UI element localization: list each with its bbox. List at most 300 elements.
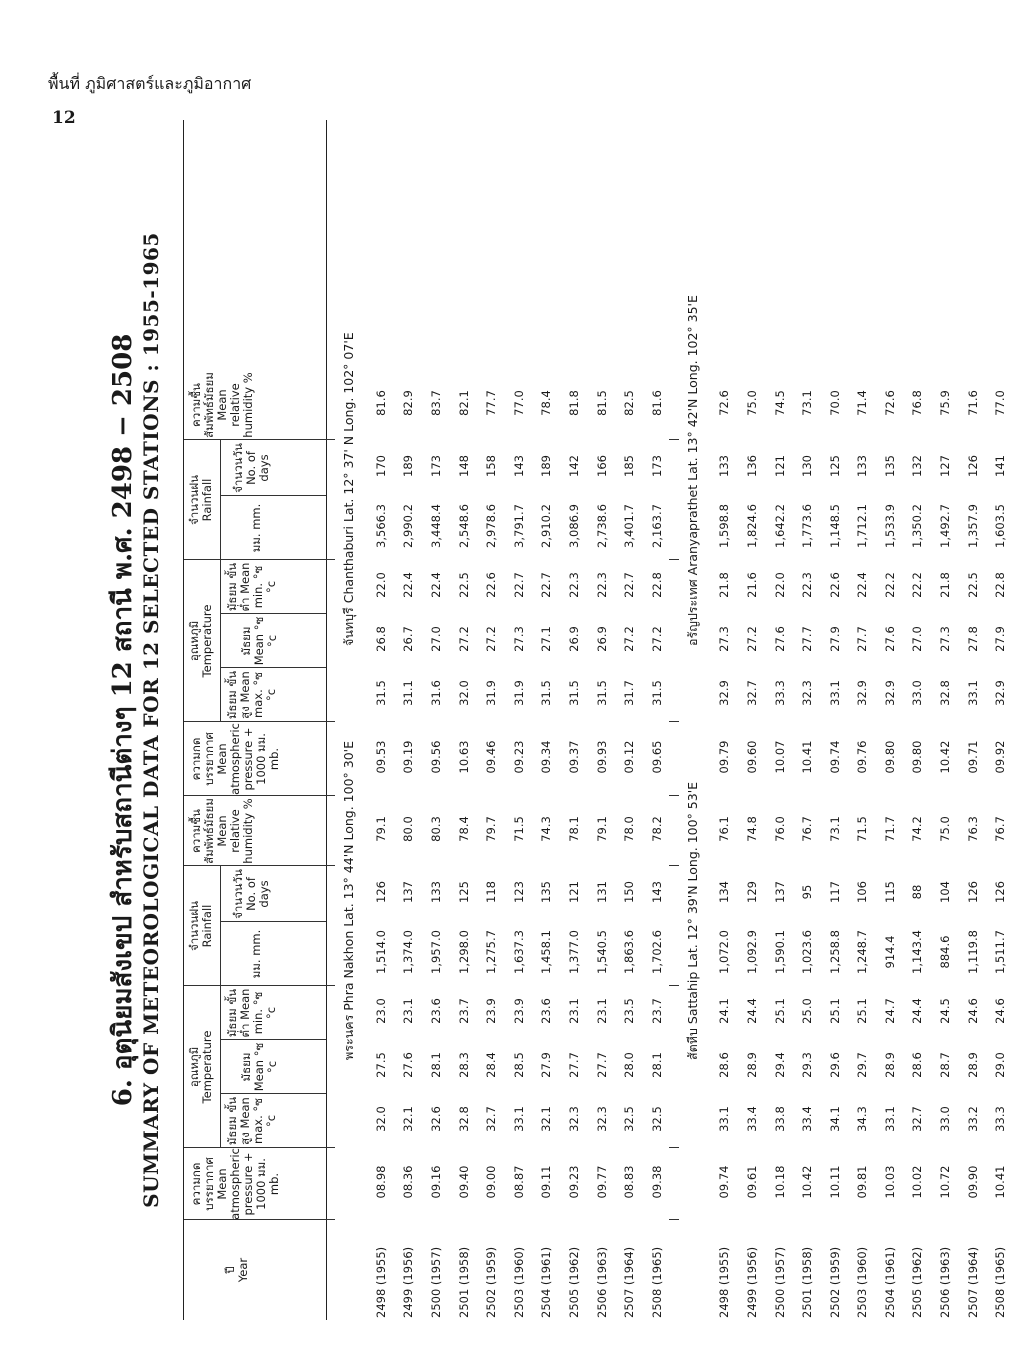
data-cell: 73.1 — [800, 390, 815, 416]
data-cell: 27.2 — [456, 626, 471, 652]
year-cell: 2503 (1960) — [855, 1246, 870, 1318]
data-cell: 32.9 — [717, 680, 732, 706]
data-cell: 22.4 — [428, 572, 443, 598]
data-cell: 27.1 — [539, 626, 554, 652]
data-cell: 09.16 — [428, 1165, 443, 1199]
data-cell: 28.1 — [649, 1052, 664, 1078]
data-cell: 28.7 — [938, 1052, 953, 1078]
station-column-tick — [325, 985, 335, 986]
station-label-right: อรัญประเทศ Aranyaprathet Lat. 13° 42'N Long. 102° 35'E — [684, 295, 700, 646]
header-subcolumn-divider — [220, 613, 326, 614]
data-cell: 08.98 — [373, 1165, 388, 1199]
data-cell: 27.3 — [938, 626, 953, 652]
data-cell: 27.2 — [649, 626, 664, 652]
data-cell: 09.80 — [882, 740, 897, 774]
data-cell: 33.2 — [965, 1106, 980, 1132]
data-cell: 2,910.2 — [539, 504, 554, 548]
data-cell: 79.7 — [484, 816, 499, 842]
station-column-tick — [669, 439, 679, 440]
data-cell: 129 — [744, 881, 759, 903]
data-cell: 1,540.5 — [594, 930, 609, 974]
data-cell: 21.8 — [717, 572, 732, 598]
data-cell: 33.1 — [827, 680, 842, 706]
data-cell: 09.60 — [744, 740, 759, 774]
data-cell: 2,738.6 — [594, 504, 609, 548]
data-cell: 1,642.2 — [772, 504, 787, 548]
data-cell: 1,258.8 — [827, 930, 842, 974]
data-cell: 09.74 — [827, 740, 842, 774]
data-cell: 70.0 — [827, 390, 842, 416]
data-cell: 32.8 — [938, 680, 953, 706]
data-cell: 78.2 — [649, 816, 664, 842]
data-cell: 22.5 — [456, 572, 471, 598]
data-cell: 126 — [373, 881, 388, 903]
data-cell: 27.2 — [484, 626, 499, 652]
data-cell: 95 — [800, 884, 815, 900]
year-cell: 2498 (1955) — [717, 1246, 732, 1318]
data-cell: 08.36 — [401, 1165, 416, 1199]
data-cell: 32.3 — [800, 680, 815, 706]
data-cell: 33.0 — [938, 1106, 953, 1132]
data-cell: 127 — [938, 455, 953, 477]
data-cell: 31.9 — [511, 680, 526, 706]
data-cell: 1,598.8 — [717, 504, 732, 548]
data-cell: 33.4 — [800, 1106, 815, 1132]
data-cell: 77.0 — [511, 390, 526, 416]
data-cell: 27.7 — [566, 1052, 581, 1078]
data-cell: 10.18 — [772, 1165, 787, 1199]
data-cell: 22.6 — [484, 572, 499, 598]
year-cell: 2501 (1958) — [800, 1246, 815, 1318]
data-cell: 34.3 — [855, 1106, 870, 1132]
data-cell: 22.4 — [401, 572, 416, 598]
data-cell: 28.6 — [717, 1052, 732, 1078]
data-cell: 32.9 — [855, 680, 870, 706]
data-cell: 141 — [993, 455, 1008, 477]
data-cell: 27.9 — [993, 626, 1008, 652]
data-cell: 126 — [965, 455, 980, 477]
data-cell: 29.6 — [827, 1052, 842, 1078]
title-thai: 6. อุตุนิยมสังเขป สำหรับสถานีต่างๆ 12 สถานี พ.ศ. 2498 − 2508 — [108, 333, 138, 1107]
header-column-divider — [184, 1147, 326, 1148]
data-cell: 31.9 — [484, 680, 499, 706]
data-cell: 28.6 — [910, 1052, 925, 1078]
data-cell: 10.07 — [772, 740, 787, 774]
data-cell: 09.11 — [539, 1165, 554, 1199]
table-row — [477, 120, 505, 1320]
year-cell: 2507 (1964) — [622, 1246, 637, 1318]
data-cell: 76.7 — [993, 816, 1008, 842]
year-cell: 2499 (1956) — [744, 1246, 759, 1318]
header-temp-max-right: มัธยม ขั้นสูง Mean max. °ซ °c — [225, 670, 278, 720]
data-cell: 1,357.9 — [965, 504, 980, 548]
station-column-tick — [325, 559, 335, 560]
data-cell: 1,275.7 — [484, 930, 499, 974]
data-cell: 24.4 — [744, 998, 759, 1024]
meteorological-table — [183, 120, 1014, 1320]
table-row — [821, 120, 849, 1320]
data-cell: 27.6 — [882, 626, 897, 652]
data-cell: 148 — [456, 455, 471, 477]
data-cell: 22.6 — [827, 572, 842, 598]
data-cell: 23.1 — [594, 998, 609, 1024]
station-column-tick — [669, 795, 679, 796]
header-rain-mm-right: มม. mm. — [249, 503, 263, 553]
table-row — [422, 120, 450, 1320]
data-cell: 25.0 — [800, 998, 815, 1024]
data-cell: 22.2 — [882, 572, 897, 598]
data-cell: 21.6 — [744, 572, 759, 598]
data-cell: 10.41 — [993, 1165, 1008, 1199]
data-cell: 09.19 — [401, 740, 416, 774]
data-cell: 126 — [965, 881, 980, 903]
data-cell: 24.4 — [910, 998, 925, 1024]
data-cell: 82.1 — [456, 390, 471, 416]
data-cell: 27.2 — [622, 626, 637, 652]
data-cell: 32.3 — [566, 1106, 581, 1132]
data-cell: 09.56 — [428, 740, 443, 774]
data-cell: 125 — [456, 881, 471, 903]
data-cell: 81.8 — [566, 390, 581, 416]
data-cell: 73.1 — [827, 816, 842, 842]
station-label-row — [327, 120, 367, 1320]
data-cell: 23.9 — [484, 998, 499, 1024]
data-cell: 22.8 — [649, 572, 664, 598]
station-column-tick — [669, 985, 679, 986]
data-cell: 09.46 — [484, 740, 499, 774]
data-cell: 81.5 — [594, 390, 609, 416]
data-cell: 78.4 — [456, 816, 471, 842]
data-cell: 26.7 — [401, 626, 416, 652]
data-cell: 71.5 — [511, 816, 526, 842]
data-cell: 23.5 — [622, 998, 637, 1024]
data-cell: 10.03 — [882, 1165, 897, 1199]
header-rain-days-right: จำนวนวัน No. of days — [231, 443, 271, 493]
data-cell: 32.9 — [882, 680, 897, 706]
data-cell: 27.8 — [965, 626, 980, 652]
data-cell: 135 — [539, 881, 554, 903]
header-subcolumn-divider — [220, 921, 326, 922]
data-cell: 1,824.6 — [744, 504, 759, 548]
table-row — [588, 120, 616, 1320]
data-cell: 1,514.0 — [373, 930, 388, 974]
data-cell: 26.9 — [594, 626, 609, 652]
data-cell: 09.23 — [511, 740, 526, 774]
data-cell: 31.5 — [594, 680, 609, 706]
data-cell: 173 — [428, 455, 443, 477]
data-cell: 82.9 — [401, 390, 416, 416]
table-row — [904, 120, 932, 1320]
data-cell: 72.6 — [882, 390, 897, 416]
data-cell: 189 — [401, 455, 416, 477]
table-row — [711, 120, 739, 1320]
header-subcolumn-divider — [220, 1093, 326, 1094]
data-cell: 117 — [827, 881, 842, 903]
data-cell: 09.38 — [649, 1165, 664, 1199]
data-cell: 76.8 — [910, 390, 925, 416]
table-row — [395, 120, 423, 1320]
data-cell: 76.0 — [772, 816, 787, 842]
data-cell: 76.7 — [800, 816, 815, 842]
data-cell: 150 — [622, 881, 637, 903]
data-cell: 09.40 — [456, 1165, 471, 1199]
header-temperature-underline — [220, 560, 221, 722]
data-cell: 31.6 — [428, 680, 443, 706]
data-cell: 133 — [855, 455, 870, 477]
data-cell: 31.5 — [539, 680, 554, 706]
data-cell: 75.0 — [938, 816, 953, 842]
data-cell: 81.6 — [649, 390, 664, 416]
header-column-divider — [184, 721, 326, 722]
data-cell: 75.0 — [744, 390, 759, 416]
data-cell: 22.8 — [993, 572, 1008, 598]
station-column-tick — [325, 865, 335, 866]
data-cell: 80.0 — [401, 816, 416, 842]
header-column-divider — [184, 865, 326, 866]
data-cell: 09.74 — [717, 1165, 732, 1199]
data-cell: 22.3 — [800, 572, 815, 598]
page-number: 12 — [52, 108, 76, 128]
data-cell: 77.7 — [484, 390, 499, 416]
data-cell: 106 — [855, 881, 870, 903]
data-cell: 25.1 — [855, 998, 870, 1024]
data-cell: 1,248.7 — [855, 930, 870, 974]
station-column-tick — [325, 1219, 335, 1220]
header-pressure-right: ความกดบรรยากาศ Mean atmospheric pressure + 1000 มม. mb. — [189, 723, 281, 795]
header-temp-min-left: มัธยม ขั้นต่ำ Mean min. °ซ °c — [225, 988, 278, 1038]
station-column-tick — [325, 795, 335, 796]
data-cell: 28.9 — [965, 1052, 980, 1078]
year-cell: 2504 (1961) — [539, 1246, 554, 1318]
data-cell: 23.0 — [373, 998, 388, 1024]
table-row — [986, 120, 1014, 1320]
data-cell: 22.7 — [511, 572, 526, 598]
data-cell: 09.12 — [622, 740, 637, 774]
data-cell: 1,092.9 — [744, 930, 759, 974]
data-cell: 28.3 — [456, 1052, 471, 1078]
data-cell: 09.23 — [566, 1165, 581, 1199]
data-cell: 3,566.3 — [373, 504, 388, 548]
data-cell: 28.0 — [622, 1052, 637, 1078]
header-rainfall-underline — [220, 866, 221, 986]
table-row — [450, 120, 478, 1320]
data-cell: 23.6 — [539, 998, 554, 1024]
rotated-table-page — [105, 120, 1008, 1320]
data-cell: 884.6 — [938, 935, 953, 969]
data-cell: 24.6 — [965, 998, 980, 1024]
data-cell: 1,023.6 — [800, 930, 815, 974]
data-cell: 1,590.1 — [772, 930, 787, 974]
data-cell: 09.37 — [566, 740, 581, 774]
data-cell: 09.76 — [855, 740, 870, 774]
data-cell: 80.3 — [428, 816, 443, 842]
data-cell: 09.79 — [717, 740, 732, 774]
data-cell: 71.4 — [855, 390, 870, 416]
data-cell: 21.8 — [938, 572, 953, 598]
year-cell: 2498 (1955) — [373, 1246, 388, 1318]
data-cell: 78.0 — [622, 816, 637, 842]
data-cell: 78.4 — [539, 390, 554, 416]
data-cell: 142 — [566, 455, 581, 477]
data-cell: 914.4 — [882, 935, 897, 969]
data-cell: 131 — [594, 881, 609, 903]
data-cell: 2,978.6 — [484, 504, 499, 548]
table-row — [876, 120, 904, 1320]
header-temperature-underline — [220, 986, 221, 1148]
data-cell: 170 — [373, 455, 388, 477]
data-cell: 77.0 — [993, 390, 1008, 416]
data-cell: 23.6 — [428, 998, 443, 1024]
data-cell: 33.3 — [993, 1106, 1008, 1132]
table-row — [793, 120, 821, 1320]
data-cell: 130 — [800, 455, 815, 477]
data-cell: 27.9 — [539, 1052, 554, 1078]
header-temperature-left: อุณหภูมิ Temperature — [187, 1030, 214, 1104]
data-cell: 2,990.2 — [401, 504, 416, 548]
table-row — [505, 120, 533, 1320]
data-cell: 24.6 — [993, 998, 1008, 1024]
data-cell: 33.1 — [882, 1106, 897, 1132]
data-cell: 10.02 — [910, 1165, 925, 1199]
title-english: SUMMARY OF METEOROLOGICAL DATA FOR 12 SELECTED STATIONS : 1955-1965 — [139, 232, 163, 1208]
table-header — [184, 120, 326, 1320]
data-cell: 28.5 — [511, 1052, 526, 1078]
station-label-row — [671, 120, 711, 1320]
data-cell: 27.3 — [511, 626, 526, 652]
data-cell: 27.0 — [910, 626, 925, 652]
data-cell: 27.0 — [428, 626, 443, 652]
year-cell: 2503 (1960) — [511, 1246, 526, 1318]
data-cell: 135 — [882, 455, 897, 477]
data-cell: 166 — [594, 455, 609, 477]
table-row — [643, 120, 671, 1320]
data-cell: 27.3 — [717, 626, 732, 652]
station-label-left: สัตหีบ Sattahip Lat. 12° 39'N Long. 100° 53'E — [684, 781, 700, 1060]
data-cell: 23.1 — [566, 998, 581, 1024]
station-column-tick — [325, 721, 335, 722]
header-column-divider — [184, 439, 326, 440]
header-column-divider — [184, 559, 326, 560]
year-cell: 2500 (1957) — [772, 1246, 787, 1318]
header-rain-days-left: จำนวนวัน No. of days — [231, 869, 271, 919]
page-header: พื้นที่ ภูมิศาสตร์และภูมิอากาศ — [48, 74, 252, 93]
data-cell: 34.1 — [827, 1106, 842, 1132]
data-cell: 76.3 — [965, 816, 980, 842]
data-cell: 123 — [511, 881, 526, 903]
data-cell: 09.71 — [965, 740, 980, 774]
data-cell: 133 — [717, 455, 732, 477]
data-cell: 31.1 — [401, 680, 416, 706]
data-cell: 29.4 — [772, 1052, 787, 1078]
data-cell: 09.61 — [744, 1165, 759, 1199]
data-cell: 121 — [772, 455, 787, 477]
data-cell: 75.9 — [938, 390, 953, 416]
data-cell: 1,637.3 — [511, 930, 526, 974]
header-pressure-left: ความกดบรรยากาศ Mean atmospheric pressure + 1000 มม. mb. — [189, 1148, 281, 1220]
data-cell: 1,350.2 — [910, 504, 925, 548]
data-cell: 1,374.0 — [401, 930, 416, 974]
data-cell: 189 — [539, 455, 554, 477]
data-cell: 3,791.7 — [511, 504, 526, 548]
header-temp-mean-left: มัธยม Mean °ซ °c — [239, 1042, 279, 1092]
data-cell: 09.00 — [484, 1165, 499, 1199]
table-row — [533, 120, 561, 1320]
data-cell: 22.4 — [855, 572, 870, 598]
data-cell: 83.7 — [428, 390, 443, 416]
data-cell: 25.1 — [772, 998, 787, 1024]
table-body — [327, 120, 1014, 1320]
year-cell: 2500 (1957) — [428, 1246, 443, 1318]
data-cell: 78.1 — [566, 816, 581, 842]
header-humidity-right: ความชื้น สัมพัทธ์มัธยม Mean relative humidity % — [189, 372, 255, 438]
data-cell: 32.6 — [428, 1106, 443, 1132]
data-cell: 74.8 — [744, 816, 759, 842]
data-cell: 27.5 — [373, 1052, 388, 1078]
data-cell: 28.9 — [744, 1052, 759, 1078]
data-cell: 74.3 — [539, 816, 554, 842]
data-cell: 22.3 — [566, 572, 581, 598]
data-cell: 1,603.5 — [993, 504, 1008, 548]
data-cell: 32.7 — [484, 1106, 499, 1132]
data-cell: 22.0 — [373, 572, 388, 598]
data-cell: 118 — [484, 881, 499, 903]
data-cell: 82.5 — [622, 390, 637, 416]
table-row — [560, 120, 588, 1320]
data-cell: 133 — [428, 881, 443, 903]
data-cell: 74.2 — [910, 816, 925, 842]
header-column-divider — [184, 795, 326, 796]
data-cell: 22.2 — [910, 572, 925, 598]
year-cell: 2499 (1956) — [401, 1246, 416, 1318]
data-cell: 29.0 — [993, 1052, 1008, 1078]
data-cell: 10.41 — [800, 740, 815, 774]
data-cell: 32.8 — [456, 1106, 471, 1132]
data-cell: 27.9 — [827, 626, 842, 652]
data-cell: 28.9 — [882, 1052, 897, 1078]
data-cell: 33.1 — [511, 1106, 526, 1132]
data-cell: 10.11 — [827, 1165, 842, 1199]
data-cell: 121 — [566, 881, 581, 903]
data-cell: 185 — [622, 455, 637, 477]
station-column-tick — [669, 865, 679, 866]
year-cell: 2502 (1959) — [484, 1246, 499, 1318]
data-cell: 09.93 — [594, 740, 609, 774]
year-cell: 2506 (1963) — [938, 1246, 953, 1318]
data-cell: 23.9 — [511, 998, 526, 1024]
data-cell: 1,458.1 — [539, 930, 554, 974]
header-subcolumn-divider — [220, 667, 326, 668]
header-subcolumn-divider — [220, 1039, 326, 1040]
data-cell: 29.7 — [855, 1052, 870, 1078]
data-cell: 09.80 — [910, 740, 925, 774]
data-cell: 33.3 — [772, 680, 787, 706]
data-cell: 24.5 — [938, 998, 953, 1024]
data-cell: 32.0 — [456, 680, 471, 706]
data-cell: 143 — [511, 455, 526, 477]
header-rain-mm-left: มม. mm. — [249, 929, 263, 979]
data-cell: 24.1 — [717, 998, 732, 1024]
data-cell: 27.2 — [744, 626, 759, 652]
data-cell: 3,086.9 — [566, 504, 581, 548]
year-cell: 2502 (1959) — [827, 1246, 842, 1318]
header-rainfall-right: จำนวนฝน Rainfall — [187, 475, 214, 525]
data-cell: 1,712.1 — [855, 504, 870, 548]
data-cell: 32.3 — [594, 1106, 609, 1132]
data-cell: 32.1 — [539, 1106, 554, 1132]
station-column-tick — [325, 439, 335, 440]
data-cell: 3,448.4 — [428, 504, 443, 548]
header-temp-mean-right: มัธยม Mean °ซ °c — [239, 616, 279, 666]
